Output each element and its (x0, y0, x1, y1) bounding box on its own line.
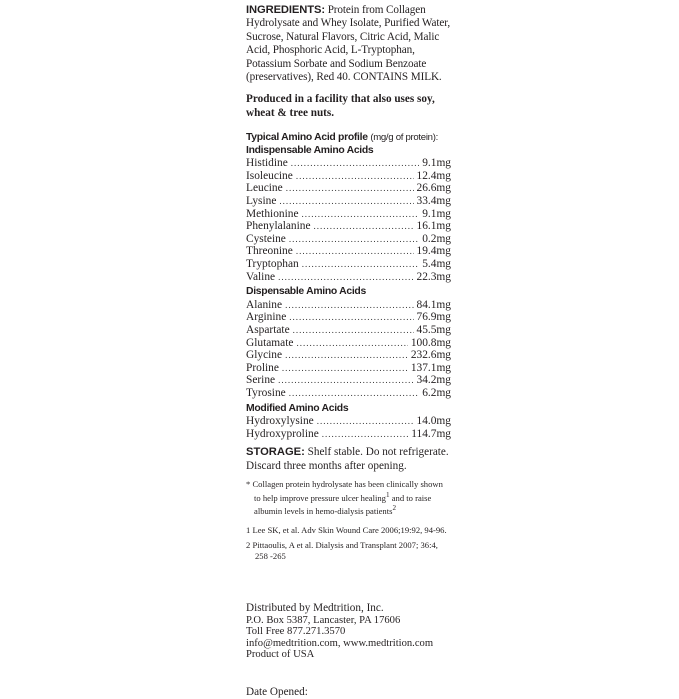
amino-name: Glycine (246, 349, 283, 362)
amino-value: 9.1mg (422, 207, 451, 220)
amino-section-heading: Modified Amino Acids (246, 402, 349, 414)
dot-leader (286, 182, 414, 195)
amino-row (246, 170, 451, 183)
allergen-note: Produced in a facility that also uses soy, wheat & tree nuts. (246, 93, 435, 119)
amino-name: Histidine (246, 157, 288, 170)
amino-row (246, 157, 451, 170)
footnote-sup-b: 2 (392, 504, 397, 513)
dot-leader (322, 428, 408, 441)
amino-row (246, 387, 451, 400)
amino-name: Phenylalanine (246, 220, 311, 233)
footnote-sup-a: 1 (385, 490, 390, 499)
distributor-web: info@medtrition.com, www.medtrition.com (246, 637, 434, 649)
dot-leader (296, 337, 407, 350)
amino-row (246, 362, 451, 375)
amino-row (246, 195, 451, 208)
amino-row (246, 324, 451, 337)
amino-name: Cysteine (246, 232, 286, 245)
amino-row (246, 428, 451, 441)
amino-name: Lysine (246, 195, 277, 208)
amino-value: 22.3mg (416, 270, 451, 283)
amino-name: Aspartate (246, 323, 290, 336)
ingredients-text: Protein from Collagen Hydrolysate and Whey Isolate, Purified Water, Sucrose, Natural Flavors, Citric Acid, Malic Acid, Phosphoric Acid, L-Tryptophan, Potassium Sorbate and Sodium Benzoate (preservatives), Red 40. (246, 4, 451, 84)
ingredients-block (246, 4, 451, 84)
amino-value: 45.5mg (416, 323, 451, 336)
amino-name: Hydroxylysine (246, 415, 314, 428)
amino-row (246, 299, 451, 312)
amino-profile-title-text: Typical Amino Acid profile (246, 132, 368, 144)
amino-value: 19.4mg (416, 245, 451, 258)
amino-value: 84.1mg (416, 298, 451, 311)
amino-row (246, 245, 451, 258)
amino-section-heading: Dispensable Amino Acids (246, 286, 366, 298)
storage-block (246, 446, 451, 473)
distributor-origin: Product of USA (246, 649, 315, 661)
distributor-line-1: Distributed by Medtrition, Inc. (246, 602, 384, 615)
reference-2: 2 Pittaoulis, A et al. Dialysis and Transplant 2007; 36:4, 258 -265 (246, 540, 438, 561)
amino-row (246, 182, 451, 195)
amino-value: 114.7mg (411, 427, 451, 440)
dot-leader (278, 374, 413, 387)
amino-value: 14.0mg (416, 415, 451, 428)
amino-name: Leucine (246, 182, 283, 195)
amino-value: 76.9mg (416, 311, 451, 324)
storage-label: STORAGE: (246, 446, 305, 459)
amino-value: 12.4mg (416, 169, 451, 182)
dot-leader (302, 208, 420, 221)
amino-value: 9.1mg (422, 157, 451, 170)
amino-name: Hydroxyproline (246, 427, 319, 440)
footnote (246, 479, 451, 517)
amino-name: Alanine (246, 298, 283, 311)
amino-row (246, 258, 451, 271)
storage-text: Shelf stable. Do not refrigerate. Discard three months after opening. (246, 446, 449, 472)
amino-value: 232.6mg (410, 349, 451, 362)
dot-leader (279, 195, 413, 208)
dot-leader (291, 157, 419, 170)
footnote-text-b: and to raise albumin levels in hemo-dialysis patients (254, 492, 432, 517)
dot-leader (289, 311, 413, 324)
amino-row (246, 208, 451, 221)
ingredients-label: INGREDIENTS: (246, 4, 325, 16)
amino-name: Threonine (246, 245, 293, 258)
contains-milk: CONTAINS MILK. (353, 71, 442, 84)
amino-row (246, 349, 451, 362)
amino-value: 6.2mg (422, 386, 451, 399)
amino-row (246, 337, 451, 350)
amino-name: Tyrosine (246, 386, 286, 399)
dot-leader (296, 245, 414, 258)
dot-leader (296, 170, 414, 183)
amino-value: 34.2mg (416, 374, 451, 387)
dot-leader (285, 299, 413, 312)
dot-leader (282, 362, 408, 375)
amino-row (246, 311, 451, 324)
dot-leader (289, 387, 420, 400)
distributor-phone: Toll Free 877.271.3570 (246, 626, 346, 638)
amino-profile-unit: (mg/g of protein): (370, 132, 438, 144)
label-panel (246, 4, 451, 699)
reference-1: 1 Lee SK, et al. Adv Skin Wound Care 2006;19:92, 94-96. (246, 524, 447, 535)
amino-value: 16.1mg (416, 220, 451, 233)
amino-row (246, 415, 451, 428)
amino-name: Methionine (246, 207, 299, 220)
footnote-mark: * (246, 479, 251, 490)
amino-sections (246, 145, 451, 441)
dot-leader (278, 271, 413, 284)
amino-name: Glutamate (246, 336, 294, 349)
amino-name: Proline (246, 361, 279, 374)
amino-row (246, 233, 451, 246)
amino-value: 137.1mg (410, 361, 451, 374)
dot-leader (289, 233, 419, 246)
footnote-text-a: Collagen protein hydrolysate has been clinically shown to help improve pressure ulcer healing (252, 479, 443, 503)
dot-leader (314, 220, 414, 233)
amino-section-heading: Indispensable Amino Acids (246, 144, 374, 156)
amino-name: Isoleucine (246, 169, 293, 182)
dot-leader (302, 258, 419, 271)
amino-name: Serine (246, 374, 276, 387)
amino-value: 0.2mg (422, 232, 451, 245)
amino-value: 100.8mg (410, 336, 451, 349)
date-opened-label: Date Opened: (246, 686, 308, 699)
distributor-block (246, 603, 451, 660)
amino-profile-title (246, 132, 451, 144)
amino-row (246, 220, 451, 233)
amino-name: Arginine (246, 311, 287, 324)
dot-leader (285, 349, 408, 362)
amino-value: 33.4mg (416, 195, 451, 208)
dot-leader (317, 415, 414, 428)
amino-value: 26.6mg (416, 182, 451, 195)
amino-row (246, 271, 451, 284)
amino-row (246, 374, 451, 387)
amino-name: Valine (246, 270, 276, 283)
amino-value: 5.4mg (422, 258, 451, 270)
distributor-address: P.O. Box 5387, Lancaster, PA 17606 (246, 614, 401, 626)
amino-name: Tryptophan (246, 258, 299, 270)
dot-leader (293, 324, 414, 337)
